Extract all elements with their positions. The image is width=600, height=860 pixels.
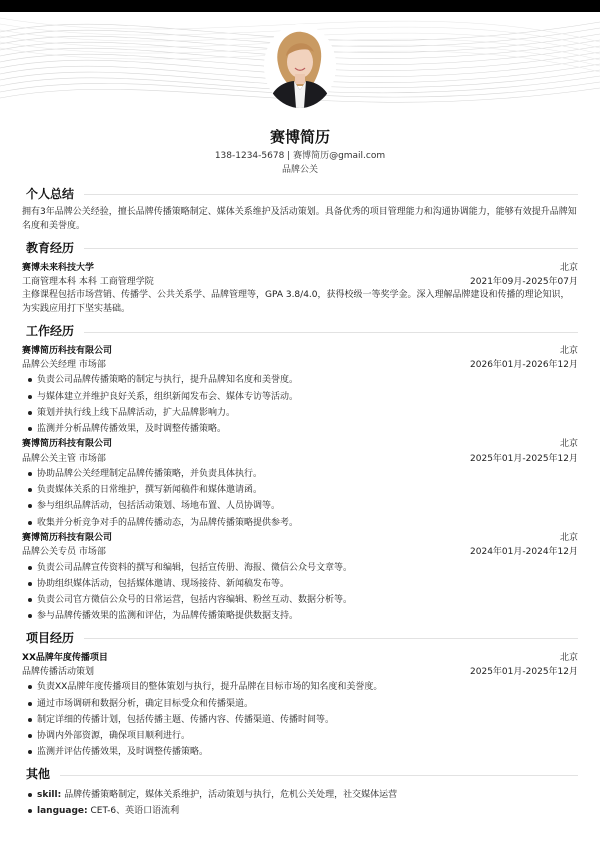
section-divider (84, 332, 578, 333)
list-item: 协助组织媒体活动，包括媒体邀请、现场接待、新闻稿发布等。 (26, 576, 578, 592)
entry-sub-row (22, 665, 578, 679)
section-header (22, 240, 578, 257)
list-item: 协助品牌公关经理制定品牌传播策略，并负责具体执行。 (26, 466, 578, 482)
entry-header-row (22, 651, 578, 665)
section-title: 教育经历 (26, 241, 75, 256)
date-range: 2025年01月-2025年12月 (470, 667, 578, 678)
avatar-photo (264, 24, 336, 108)
section-header (22, 630, 578, 647)
entry-sub-row (22, 545, 578, 559)
education-description: 主修课程包括市场营销、传播学、公共关系学、品牌管理等，GPA 3.8/4.0，获得校级一等奖学金。深入理解品牌建设和传播的理论知识，为实践应用打下坚实基础。 (22, 290, 570, 315)
section-title: 其他 (26, 767, 51, 782)
entry-sub-row (22, 275, 578, 289)
entry-header-row (22, 437, 578, 451)
work-entry (22, 531, 578, 625)
summary-text: 拥有3年品牌公关经验，擅长品牌传播策略制定、媒体关系维护及活动策划。具备优秀的项目管理能力和沟通协调能力，能够有效提升品牌知名度和美誉度。 (22, 207, 577, 232)
location: 北京 (559, 532, 578, 543)
list-item: 负责媒体关系的日常维护，撰写新闻稿件和媒体邀请函。 (26, 482, 578, 498)
date-range: 2024年01月-2024年12月 (470, 547, 578, 558)
list-item: 策划并执行线上线下品牌活动，扩大品牌影响力。 (26, 405, 578, 421)
date-range: 2026年01月-2026年12月 (470, 360, 578, 371)
project-role: 品牌传播活动策划 (22, 667, 95, 678)
date-range: 2025年01月-2025年12月 (470, 453, 578, 464)
item-text: CET-6、英语口语流利 (90, 805, 180, 816)
section-divider (60, 775, 578, 776)
bullet-list (22, 372, 578, 437)
date-range: 2021年09月-2025年07月 (470, 277, 578, 288)
list-item: 制定详细的传播计划，包括传播主题、传播内容、传播渠道、传播时间等。 (26, 712, 578, 728)
entry-header-row (22, 531, 578, 545)
resume-body (22, 186, 578, 825)
list-item: 负责公司官方微信公众号的日常运营，包括内容编辑、粉丝互动、数据分析等。 (26, 592, 578, 608)
list-item: 通过市场调研和数据分析，确定目标受众和传播渠道。 (26, 696, 578, 712)
location: 北京 (559, 439, 578, 450)
resume-name: 赛博简历 (269, 128, 330, 146)
list-item: 负责公司品牌传播策略的制定与执行，提升品牌知名度和美誉度。 (26, 372, 578, 388)
company-name: 赛博简历科技有限公司 (22, 345, 113, 356)
degree-detail: 工商管理本科 本科 工商管理学院 (22, 277, 154, 288)
section-education (22, 240, 578, 317)
contact-info: 138-1234-5678 | 赛博简历@gmail.com (214, 151, 386, 161)
section-title: 工作经历 (26, 324, 75, 339)
entry-sub-row (22, 452, 578, 466)
list-item (26, 803, 578, 819)
list-item: 参与组织品牌活动，包括活动策划、场地布置、人员协调等。 (26, 498, 578, 514)
list-item: 负责XX品牌年度传播项目的整体策划与执行，提升品牌在目标市场的知名度和美誉度。 (26, 679, 578, 695)
location: 北京 (559, 262, 578, 273)
work-entry (22, 344, 578, 438)
list-item: 协调内外部资源，确保项目顺利进行。 (26, 728, 578, 744)
list-item (26, 787, 578, 803)
list-item: 与媒体建立并维护良好关系，组织新闻发布会、媒体专访等活动。 (26, 389, 578, 405)
list-item: 负责公司品牌宣传资料的撰写和编辑，包括宣传册、海报、微信公众号文章等。 (26, 560, 578, 576)
job-target: 品牌公关 (281, 165, 318, 175)
work-entry (22, 437, 578, 531)
bullet-list (22, 466, 578, 531)
section-summary (22, 186, 578, 234)
bullet-list (22, 787, 578, 819)
entry-header-row (22, 344, 578, 358)
entry-header-row (22, 261, 578, 275)
section-header (22, 186, 578, 203)
bullet-list (22, 679, 578, 760)
list-item: 收集并分析竞争对手的品牌传播动态，为品牌传播策略提供参考。 (26, 515, 578, 531)
item-text: 品牌传播策略制定，媒体关系维护，活动策划与执行，危机公关处理，社交媒体运营 (64, 789, 398, 800)
job-role: 品牌公关经理 市场部 (22, 360, 106, 371)
location: 北京 (559, 345, 578, 356)
list-item: 参与品牌传播效果的监测和评估，为品牌传播策略提供数据支持。 (26, 608, 578, 624)
section-projects (22, 630, 578, 760)
section-title: 项目经历 (26, 631, 75, 646)
list-item: 监测并评估传播效果，及时调整传播策略。 (26, 744, 578, 760)
section-header (22, 766, 578, 783)
job-role: 品牌公关主管 市场部 (22, 453, 106, 464)
section-other (22, 766, 578, 819)
company-name: 赛博简历科技有限公司 (22, 532, 113, 543)
entry-sub-row (22, 358, 578, 372)
location: 北京 (559, 652, 578, 663)
section-title: 个人总结 (26, 187, 75, 201)
avatar (264, 24, 336, 108)
job-role: 品牌公关专员 市场部 (22, 547, 106, 558)
section-divider (84, 248, 578, 249)
school-name: 赛博未来科技大学 (22, 262, 95, 273)
project-name: XX品牌年度传播项目 (22, 652, 108, 663)
item-label: skill: (37, 789, 62, 800)
section-work (22, 323, 578, 624)
bullet-list (22, 560, 578, 625)
section-divider (84, 638, 578, 639)
education-entry (22, 261, 578, 318)
project-entry (22, 651, 578, 761)
top-bar (0, 0, 600, 12)
section-header (22, 323, 578, 340)
item-label: language: (37, 805, 88, 816)
company-name: 赛博简历科技有限公司 (22, 439, 113, 450)
section-divider (84, 194, 578, 195)
list-item: 监测并分析品牌传播效果，及时调整传播策略。 (26, 421, 578, 437)
